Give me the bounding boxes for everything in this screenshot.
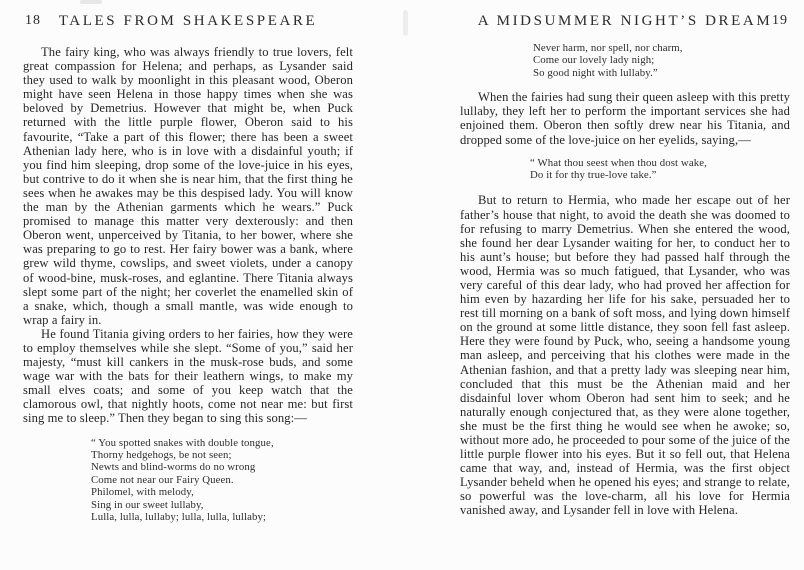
right-page-number: 19 (772, 13, 788, 28)
song-line: Philomel, with melody, (91, 486, 194, 499)
right-page (460, 13, 790, 518)
right-running-title: A MIDSUMMER NIGHT’S DREAM (477, 13, 773, 29)
song-line: Thorny hedgehogs, be not seen; (91, 448, 232, 461)
right-page-header (460, 13, 790, 30)
love-charm-couplet (530, 157, 790, 182)
song-line: Newts and blind-worms do no wrong (91, 461, 256, 474)
song-line: “ You spotted snakes with double tongue, (91, 436, 274, 449)
scan-artifact (80, 0, 102, 4)
couplet-line: “ What thou seest when thou dost wake, (530, 156, 707, 169)
song-line: So good night with lullaby.” (533, 66, 658, 79)
song-line: Lulla, lulla, lullaby; lulla, lulla, lullaby; (91, 510, 267, 523)
left-page-number: 18 (25, 13, 41, 28)
left-paragraph-2: He found Titania giving orders to her fairies, how they were to employ themselves while she slept. “Some of you,” said her majesty, “must kill cankers in the musk-rose buds, and some wage war with the bats for their leathern wings, to make my small elves coats; and some of you keep watch that the clamorous owl, that nightly hoots, come not near me: but first sing me to sleep.” Then they began to sing this song:— (23, 326, 353, 426)
fairy-song-verse (91, 437, 353, 524)
couplet-line: Do it for thy true-love take.” (530, 169, 657, 181)
left-running-title: TALES FROM SHAKESPEARE (58, 13, 318, 29)
song-line: Come not near our Fairy Queen. (91, 473, 234, 486)
song-line: Sing in our sweet lullaby, (91, 498, 204, 511)
left-paragraph-1: The fairy king, who was always friendly to true lovers, felt great compassion for Helena; and perhaps, as Lysander said they used to walk by moonlight in this pleasant wood, Oberon might have seen Helena in those happy times when she was beloved by Demetrius. However that might be, when Puck returned with the little purple flower, Oberon said to his favourite, “Take a part of this flower; there has been a sweet Athenian lady here, who is in love with a disdainful youth; if you find him sleeping, drop some of the love-juice in his eyes, but contrive to do it when she is near him, that the first thing he sees when he awakes may be this despised lady. You will know the man by the Athenian garments which he wears.” Puck promised to manage this matter very dexterously: and then Oberon went, unperceived by Titania, to her bower, where she was preparing to go to rest. Her fairy bower was a bank, where grew wild thyme, cowslips, and sweet violets, under a canopy of wood-bine, musk-roses, and eglantine. There Titania always slept some part of the night; her coverlet the enamelled skin of a snake, which, though a small mantle, was wide enough to wrap a fairy in. (23, 45, 353, 327)
scan-artifact (403, 10, 408, 36)
right-paragraph-1: When the fairies had sung their queen asleep with this pretty lullaby, they left her to perform the important services she had enjoined them. Oberon then softly drew near his Titania, and dropped some of the love-juice on her eyelids, saying,— (460, 90, 790, 147)
song-line: Come our lovely lady nigh; (533, 54, 655, 67)
left-page (23, 13, 353, 523)
left-page-header (23, 13, 353, 30)
song-line: Never harm, nor spell, nor charm, (533, 42, 683, 54)
fairy-song-continuation (533, 42, 790, 79)
right-paragraph-2: But to return to Hermia, who made her escape out of her father’s house that night, to avoid the death she was doomed to for refusing to marry Demetrius. When she entered the wood, she found her dear Lysander waiting for her, to conduct her to his aunt’s house; but before they had passed half through the wood, Hermia was so much fatigued, that Lysander, who was very careful of this dear lady, who had proved her affection for him even by hazarding her life for his sake, persuaded her to rest till morning on a bank of soft moss, and lying down himself on the ground at some little distance, they soon fell fast asleep. Here they were found by Puck, who, seeing a handsome young man asleep, and perceiving that his clothes were made in the Athenian fashion, and that a pretty lady was sleeping near him, concluded that this must be the Athenian maid and her disdainful lover whom Oberon had sent him to seek; and he naturally enough conjectured that, as they were alone together, she must be the first thing he would see when he awoke; so, without more ado, he proceeded to pour some of the juice of the little purple flower into his eyes. But it so fell out, that Helena came that way, and, instead of Hermia, was the first object Lysander beheld when he opened his eyes; and strange to relate, so powerful was the love-charm, all his love for Hermia vanished away, and Lysander fell in love with Helena. (460, 193, 790, 518)
